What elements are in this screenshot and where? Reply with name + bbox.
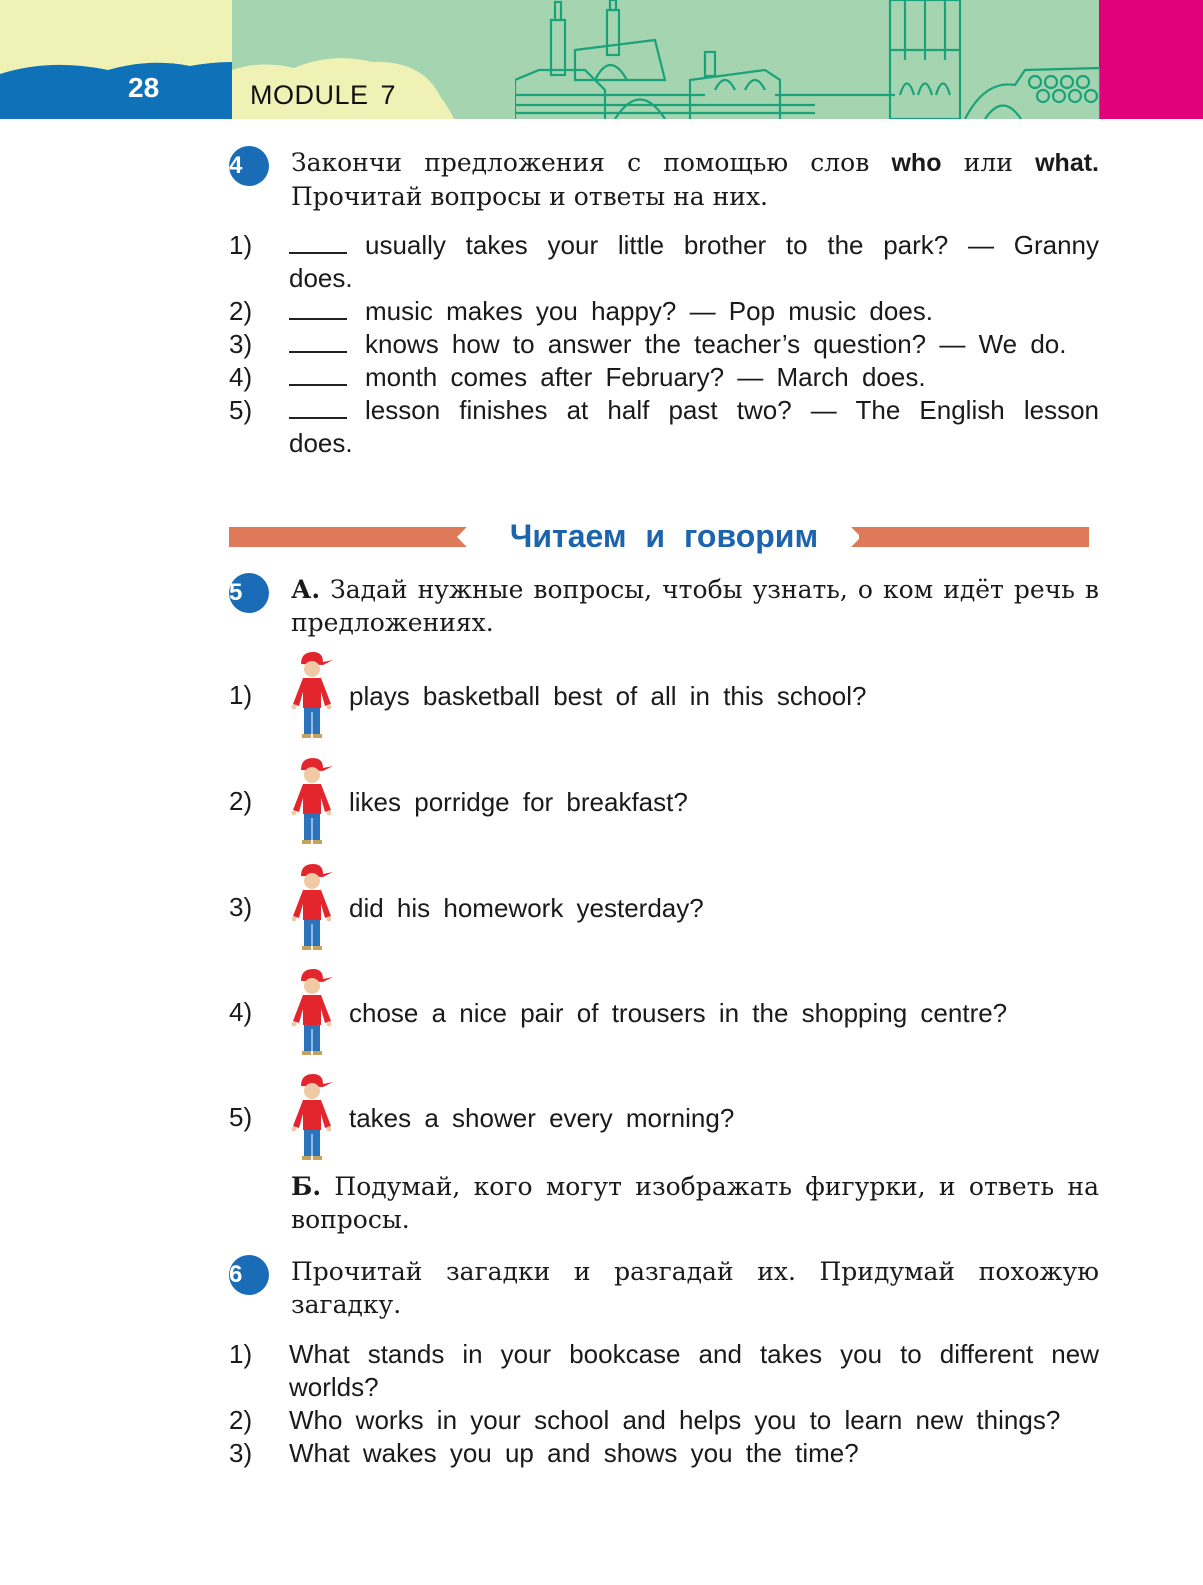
- page-number-cloud-icon: [0, 0, 232, 119]
- instruction-text: Задай нужные вопросы, чтобы узнать, о ком идёт речь в предложениях.: [291, 575, 1099, 637]
- item-text: plays basketball best of all in this school?: [349, 681, 867, 711]
- item-number: 4): [229, 997, 253, 1027]
- banner-chevron-left-icon: [451, 527, 467, 547]
- item-number: 2): [229, 1405, 253, 1435]
- riddle-text: What wakes you up and shows you the time?: [289, 1438, 859, 1468]
- exercise-5-instruction: [229, 573, 1099, 639]
- boy-figure-icon: [285, 967, 335, 1059]
- figure-item-1: [229, 650, 1099, 742]
- part-a-label: А.: [291, 575, 321, 604]
- module-title: [250, 80, 396, 111]
- item-text: month comes after February? — March does.: [365, 362, 926, 392]
- figure-item-5: [229, 1072, 1099, 1164]
- list-item: [229, 394, 1099, 460]
- exercise-number-badge: 6: [229, 1255, 269, 1295]
- item-number: 4): [229, 362, 253, 392]
- city-skyline-illustration-icon: [515, 0, 1100, 119]
- module-label-text: MODULE: [250, 80, 369, 110]
- list-item: [229, 1437, 1099, 1470]
- item-number: 2): [229, 786, 253, 816]
- list-item: [229, 328, 1099, 361]
- figure-item-3: [229, 862, 1099, 954]
- instruction-text: Закончи предложения с помощью слов: [291, 148, 870, 177]
- figure-item-4: [229, 967, 1099, 1059]
- keyword-what: what.: [1035, 149, 1100, 177]
- exercise-number-badge: 5: [229, 573, 269, 613]
- exercise-6: [229, 1255, 1099, 1470]
- answer-blank[interactable]: [289, 329, 347, 353]
- page-number: 28: [128, 72, 160, 103]
- answer-blank[interactable]: [289, 362, 347, 386]
- riddle-text: Who works in your school and helps you to learn new things?: [289, 1405, 1061, 1435]
- exercise-5: [229, 573, 1099, 639]
- exercise-6-list: [229, 1338, 1099, 1470]
- page-header: [0, 0, 1203, 119]
- list-item: [229, 229, 1099, 295]
- exercise-4-instruction: [229, 146, 1099, 213]
- item-number: 2): [229, 296, 253, 326]
- list-item: [229, 295, 1099, 328]
- item-number: 3): [229, 1438, 253, 1468]
- banner-bar-right: [859, 527, 1089, 547]
- section-banner: [229, 518, 1089, 554]
- item-number: 1): [229, 230, 253, 260]
- header-corner-tab: [1099, 0, 1203, 119]
- item-text: lesson finishes at half past two? — The English lesson does.: [289, 395, 1099, 458]
- item-text: usually takes your little brother to the park? — Granny does.: [289, 230, 1099, 293]
- item-number: 5): [229, 1102, 253, 1132]
- list-item: [229, 1338, 1099, 1404]
- list-item: [229, 1404, 1099, 1437]
- boy-figure-icon: [285, 756, 335, 848]
- exercise-4: [229, 146, 1099, 460]
- part-b-instruction: [229, 1170, 1099, 1236]
- banner-bar-left: [229, 527, 461, 547]
- item-text: knows how to answer the teacher’s question? — We do.: [365, 329, 1067, 359]
- boy-figure-icon: [285, 1072, 335, 1164]
- item-text: did his homework yesterday?: [349, 893, 704, 923]
- item-number: 5): [229, 395, 253, 425]
- answer-blank[interactable]: [289, 296, 347, 320]
- answer-blank[interactable]: [289, 230, 347, 254]
- item-text: likes porridge for breakfast?: [349, 787, 688, 817]
- exercise-4-list: [229, 229, 1099, 460]
- item-number: 3): [229, 892, 253, 922]
- exercise-number-badge: 4: [229, 146, 269, 186]
- keyword-who: who: [891, 149, 942, 177]
- figure-item-2: [229, 756, 1099, 848]
- item-text: chose a nice pair of trousers in the shopping centre?: [349, 998, 1008, 1028]
- answer-blank[interactable]: [289, 395, 347, 419]
- module-number: 7: [380, 80, 397, 110]
- riddle-text: What stands in your bookcase and takes you to different new worlds?: [289, 1339, 1099, 1402]
- item-text: takes a shower every morning?: [349, 1103, 735, 1133]
- instruction-text: Прочитай вопросы и ответы на них.: [291, 182, 769, 211]
- item-number: 1): [229, 680, 253, 710]
- instruction-text: или: [963, 148, 1013, 177]
- boy-figure-icon: [285, 862, 335, 954]
- item-text: music makes you happy? — Pop music does.: [365, 296, 934, 326]
- section-title: Читаем и говорим: [509, 518, 819, 554]
- exercise-6-instruction: [229, 1255, 1099, 1321]
- exercise-5-part-b: [229, 1170, 1099, 1236]
- boy-figure-icon: [285, 650, 335, 742]
- list-item: [229, 361, 1099, 394]
- part-b-label: Б.: [291, 1172, 322, 1201]
- item-number: 1): [229, 1339, 253, 1369]
- instruction-text: Прочитай загадки и разгадай их. Придумай похожую загадку.: [291, 1257, 1099, 1319]
- item-number: 3): [229, 329, 253, 359]
- instruction-text: Подумай, кого могут изображать фигурки, и ответь на вопросы.: [291, 1172, 1099, 1234]
